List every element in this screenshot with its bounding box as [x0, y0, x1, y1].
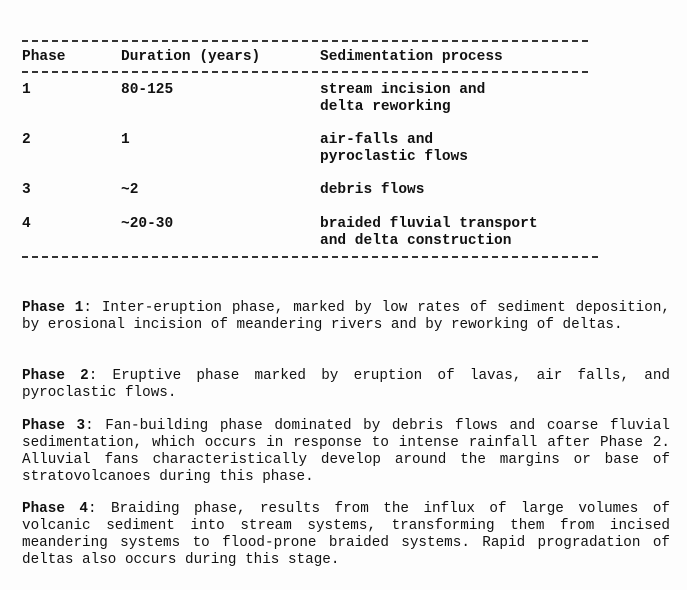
row-duration: ~2 — [121, 182, 139, 198]
phase-label: Phase 4 — [22, 501, 88, 517]
row-phase: 2 — [22, 132, 31, 148]
phase-text: : Fan-building phase dominated by debris flows and coarse fluvial sedimentation, which occurs in response to intense rainfall after Phase 2. Alluvial fans characteristically develop around the margins or base of stratovolcanoes during this phase. — [22, 418, 671, 485]
header-duration: Duration (years) — [121, 49, 261, 65]
phase-1-description — [22, 300, 670, 334]
phase-text: : Braiding phase, results from the influx of large volumes of volcanic sediment into stream systems, transforming them from incised meandering systems to flood-prone braided systems. Rapid progradation of deltas also occurs during this stage. — [22, 501, 670, 568]
row-duration: 80-125 — [121, 82, 174, 98]
phase-label: Phase 3 — [22, 418, 86, 434]
header-phase: Phase — [22, 49, 66, 65]
table-header-rule — [22, 71, 588, 73]
table-top-rule — [22, 40, 588, 42]
row-duration: 1 — [121, 132, 130, 148]
phase-3-description — [22, 418, 670, 486]
row-duration: ~20-30 — [121, 216, 174, 232]
phase-4-description — [22, 501, 670, 569]
table-bottom-rule — [22, 256, 598, 258]
row-phase: 3 — [22, 182, 31, 198]
row-process: air-falls and pyroclastic flows — [320, 132, 468, 165]
row-process: debris flows — [320, 182, 425, 198]
row-phase: 4 — [22, 216, 31, 232]
phase-2-description — [22, 368, 670, 402]
row-phase: 1 — [22, 82, 31, 98]
phase-label: Phase 1 — [22, 300, 84, 316]
phase-text: : Eruptive phase marked by eruption of lavas, air falls, and pyroclastic flows. — [22, 368, 670, 401]
phase-label: Phase 2 — [22, 368, 89, 384]
row-process: braided fluvial transport and delta construction — [320, 216, 538, 249]
phase-text: : Inter-eruption phase, marked by low rates of sediment deposition, by erosional incision of meandering rivers and by reworking of deltas. — [22, 300, 670, 333]
header-process: Sedimentation process — [320, 49, 503, 65]
row-process: stream incision and delta reworking — [320, 82, 486, 115]
